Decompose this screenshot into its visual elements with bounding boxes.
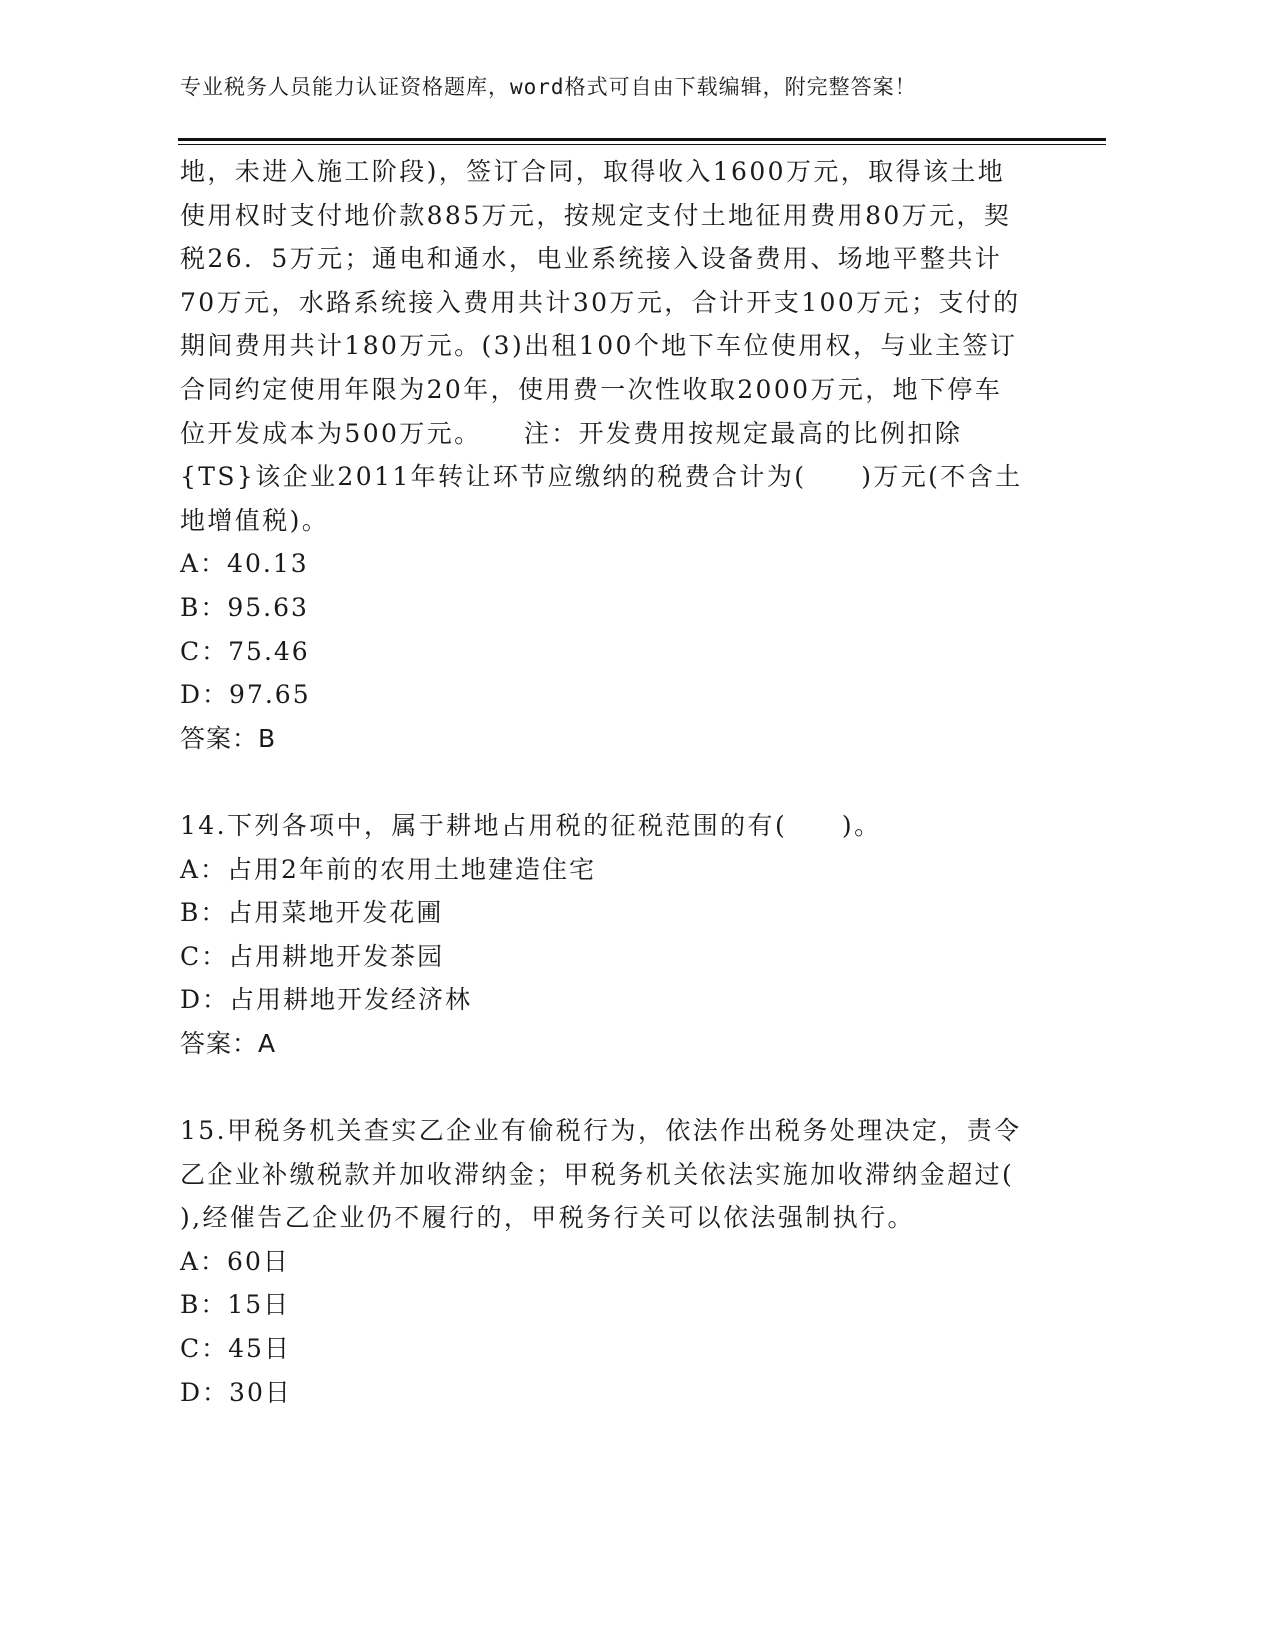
option-d: D：30日 bbox=[180, 1377, 292, 1407]
question-line: 地，未进入施工阶段)，签订合同，取得收入1600万元，取得该土地 bbox=[180, 157, 1006, 186]
option-c: C：75.46 bbox=[180, 636, 310, 666]
question-line: 使用权时支付地价款885万元，按规定支付土地征用费用80万元，契 bbox=[180, 200, 1012, 230]
option-b: B：占用菜地开发花圃 bbox=[180, 898, 444, 928]
question-line: 地增值税)。 bbox=[180, 505, 330, 535]
question-content bbox=[180, 150, 1050, 1414]
question-14-answer: 答案：A bbox=[180, 1028, 277, 1058]
question-line: 乙企业补缴税款并加收滞纳金；甲税务机关依法实施加收滞纳金超过( bbox=[180, 1159, 1015, 1189]
question-13-answer: 答案：B bbox=[180, 723, 277, 753]
spacer bbox=[180, 1065, 1050, 1109]
question-line: 位开发成本为500万元。 注：开发费用按规定最高的比例扣除 bbox=[180, 418, 963, 448]
question-line: ),经催告乙企业仍不履行的，甲税务行关可以依法强制执行。 bbox=[180, 1203, 915, 1233]
option-a: A：60日 bbox=[180, 1246, 290, 1276]
header-rule-thin bbox=[178, 144, 1106, 145]
question-line: {TS}该企业2011年转让环节应缴纳的税费合计为( )万元(不含土 bbox=[180, 462, 1023, 492]
question-line: 合同约定使用年限为20年，使用费一次性收取2000万元，地下停车 bbox=[180, 374, 1003, 404]
header-rule bbox=[178, 138, 1106, 141]
option-a: A：40.13 bbox=[180, 549, 309, 579]
option-c: C：45日 bbox=[180, 1334, 291, 1364]
spacer bbox=[180, 760, 1050, 804]
question-line: 14.下列各项中，属于耕地占用税的征税范围的有( )。 bbox=[180, 810, 882, 840]
question-15-stem bbox=[180, 1109, 1050, 1240]
question-15-options bbox=[180, 1240, 1050, 1414]
question-14-options bbox=[180, 848, 1050, 1022]
option-a: A：占用2年前的农用土地建造住宅 bbox=[180, 854, 596, 884]
question-13-options bbox=[180, 542, 1050, 716]
page-header: 专业税务人员能力认证资格题库，word格式可自由下载编辑，附完整答案！ bbox=[180, 75, 917, 99]
question-line: 15.甲税务机关查实乙企业有偷税行为，依法作出税务处理决定，责令 bbox=[180, 1116, 1022, 1146]
question-line: 70万元，水路系统接入费用共计30万元，合计开支100万元；支付的 bbox=[180, 287, 1021, 317]
question-14-stem bbox=[180, 804, 1050, 848]
question-line: 期间费用共计180万元。(3)出租100个地下车位使用权，与业主签订 bbox=[180, 331, 1018, 361]
option-d: D：97.65 bbox=[180, 680, 311, 710]
option-b: B：95.63 bbox=[180, 592, 309, 622]
option-b: B：15日 bbox=[180, 1290, 291, 1320]
question-13-stem bbox=[180, 150, 1050, 542]
question-line: 税26．5万元；通电和通水，电业系统接入设备费用、场地平整共计 bbox=[180, 244, 1003, 274]
option-d: D：占用耕地开发经济林 bbox=[180, 985, 473, 1015]
option-c: C：占用耕地开发茶园 bbox=[180, 941, 445, 971]
